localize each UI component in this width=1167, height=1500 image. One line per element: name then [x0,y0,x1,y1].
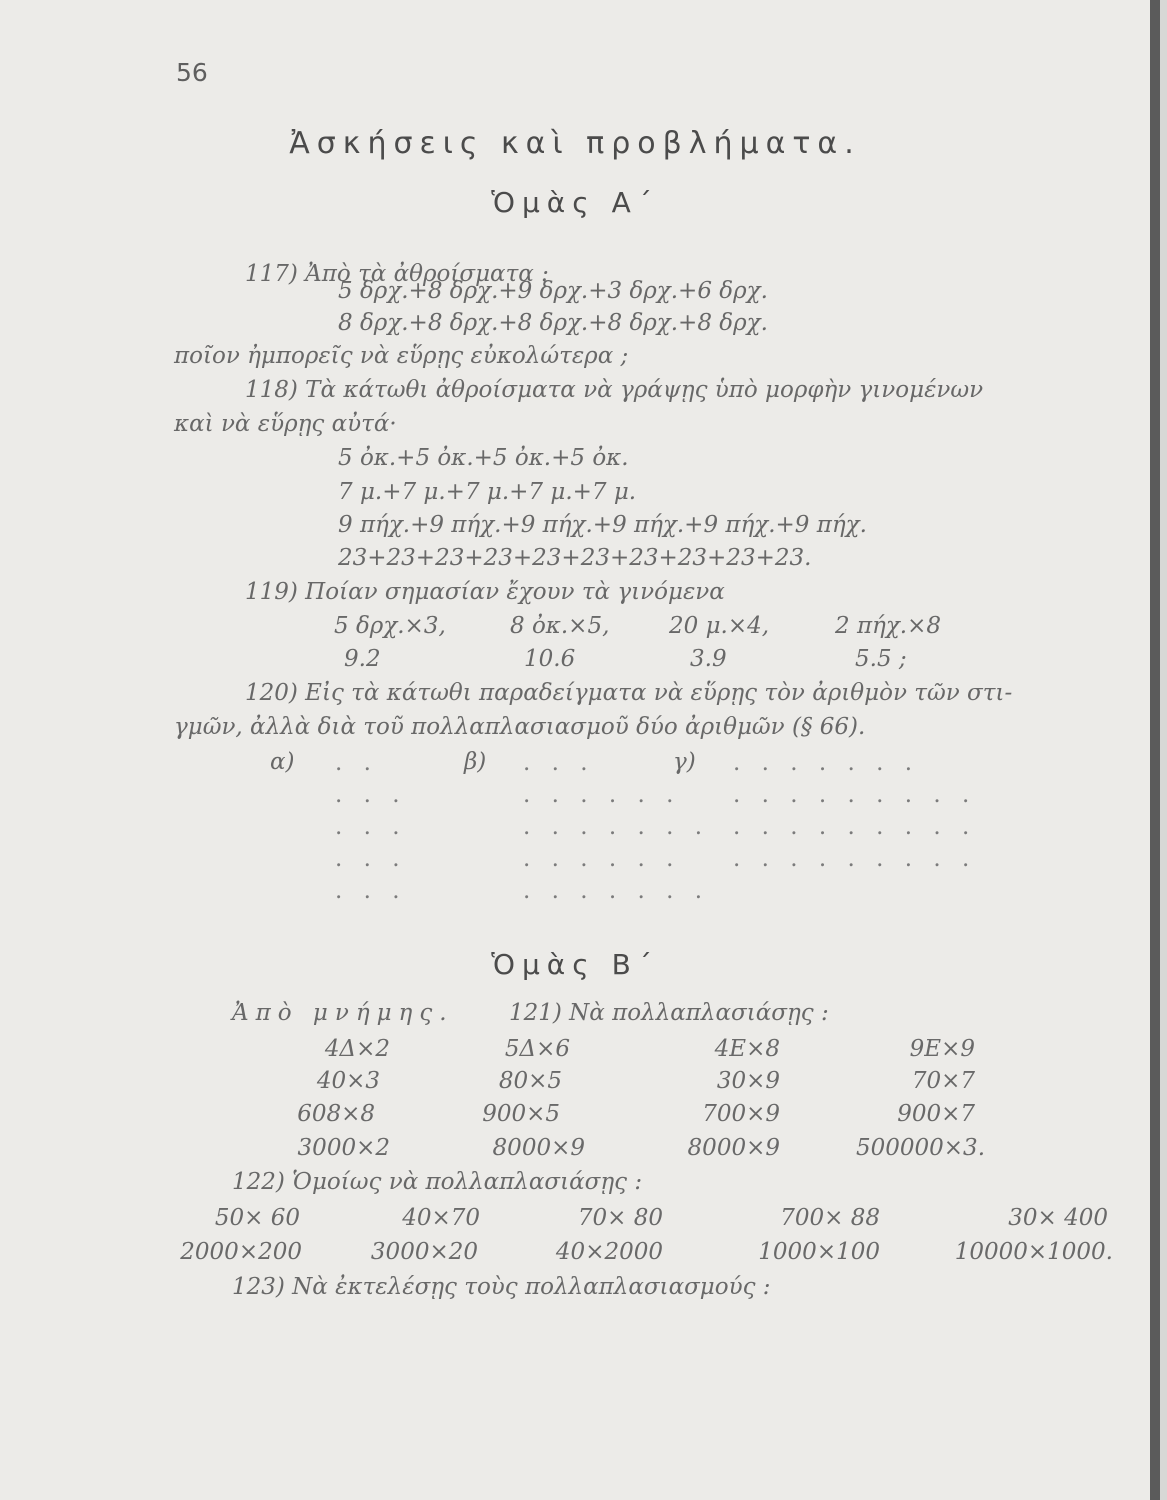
exercise-119-product-7: 3.9 [690,646,727,672]
dot-group: . . . . . . [523,782,681,808]
exercise-121-cell: 4Δ×2 [324,1036,390,1062]
exercise-118-line-2: καὶ νὰ εὕρῃς αὐτά· [174,411,397,437]
exercise-121-cell: 30×9 [716,1068,780,1094]
exercise-122-cell: 2000×200 [180,1239,302,1265]
exercise-117-line-2: 8 δρχ.+8 δρχ.+8 δρχ.+8 δρχ.+8 δρχ. [338,310,768,336]
exercise-121-cell: 9Ε×9 [909,1036,975,1062]
dot-group: . . . [523,750,595,776]
exercise-121-cell: 900×7 [897,1101,975,1127]
dot-group: . . . [335,878,407,904]
dot-group: . . . . . . . . . [733,782,977,808]
group-b-heading: Ὁμὰς Β΄ [491,948,659,981]
exercise-120-label-c: γ) [673,749,696,775]
exercise-121-cell: 70×7 [911,1068,975,1094]
dot-group: . . . . . . [523,846,681,872]
exercise-119-product-5: 9.2 [344,646,381,672]
exercise-117-question: ποῖον ἠμπορεῖς νὰ εὕρῃς εὐκολώτερα ; [174,343,629,369]
exercise-120-label-a: α) [270,749,295,775]
exercise-121-cell: 608×8 [297,1101,375,1127]
exercise-119-product-1: 5 δρχ.×3, [334,613,446,639]
exercise-123-intro: 123) Νὰ ἐκτελέσῃς τοὺς πολλαπλασιασμούς : [232,1274,771,1300]
exercise-120-line-2: γμῶν, ἀλλὰ διὰ τοῦ πολλαπλασιασμοῦ δύο ἀριθμῶν (§ 66). [174,714,866,740]
exercise-121-cell: 40×3 [316,1068,380,1094]
exercise-121-cell: 5Δ×6 [504,1036,570,1062]
page-number: 56 [176,58,208,87]
exercise-119-intro: 119) Ποίαν σημασίαν ἔχουν τὰ γινόμενα [245,579,725,605]
exercise-122-cell: 30× 400 [1008,1205,1108,1231]
exercise-121-cell: 700×9 [702,1101,780,1127]
exercise-119-product-6: 10.6 [524,646,576,672]
dot-group: . . [335,750,378,776]
exercise-122-cell: 40×2000 [555,1239,663,1265]
exercise-121-cell: 80×5 [498,1068,562,1094]
section-title: Ἀσκήσεις καὶ προβλήματα. [289,126,861,161]
exercise-118-sum-4: 23+23+23+23+23+23+23+23+23+23. [338,545,812,571]
exercise-121-cell: 3000×2 [297,1135,390,1161]
dot-group: . . . . . . . . . [733,846,977,872]
dot-group: . . . . . . . [523,878,710,904]
group-a-heading: Ὁμὰς Α΄ [491,186,659,219]
exercise-119-product-4: 2 πήχ.×8 [835,613,941,639]
exercise-122-cell: 10000×1000. [954,1239,1113,1265]
exercise-118-sum-3: 9 πήχ.+9 πήχ.+9 πήχ.+9 πήχ.+9 πήχ.+9 πήχ. [338,512,867,538]
dot-group: . . . . . . . [733,750,920,776]
exercise-122-cell: 70× 80 [577,1205,663,1231]
exercise-121-intro: 121) Νὰ πολλαπλασιάσῃς : [509,1000,829,1026]
dot-group: . . . [335,814,407,840]
exercise-119-product-8: 5.5 ; [855,646,907,672]
exercise-117-line-1: 5 δρχ.+8 δρχ.+9 δρχ.+3 δρχ.+6 δρχ. [338,278,768,304]
dot-group: . . . . . . . [523,814,710,840]
dot-group: . . . . . . . . . [733,814,977,840]
exercise-122-cell: 700× 88 [780,1205,880,1231]
exercise-120-label-b: β) [464,749,487,775]
exercise-122-intro: 122) Ὁμοίως νὰ πολλαπλασιάσῃς : [232,1169,643,1195]
exercise-122-cell: 1000×100 [758,1239,880,1265]
exercise-118-sum-1: 5 ὀκ.+5 ὀκ.+5 ὀκ.+5 ὀκ. [338,445,629,471]
exercise-120-line-1: 120) Εἰς τὰ κάτωθι παραδείγματα νὰ εὕρῃς τὸν ἀριθμὸν τῶν στι- [245,680,1013,706]
exercise-121-cell: 4Ε×8 [714,1036,780,1062]
exercise-119-product-2: 8 ὀκ.×5, [510,613,610,639]
exercise-118-sum-2: 7 μ.+7 μ.+7 μ.+7 μ.+7 μ. [338,479,637,505]
exercise-119-product-3: 20 μ.×4, [669,613,770,639]
dot-group: . . . [335,846,407,872]
exercise-122-cell: 3000×20 [370,1239,478,1265]
exercise-121-cell: 8000×9 [687,1135,780,1161]
exercise-118-line-1: 118) Τὰ κάτωθι ἀθροίσματα νὰ γράψῃς ὑπὸ μορφὴν γινομένων [245,377,984,403]
exercise-122-cell: 40×70 [402,1205,480,1231]
exercise-117-intro: 117) Ἀπὸ τὰ ἀθροίσματα : [245,261,549,287]
exercise-121-cell: 8000×9 [492,1135,585,1161]
exercise-121-memory-label: Ἀπὸ μνήμης. [232,1000,454,1026]
exercise-121-cell: 900×5 [482,1101,560,1127]
exercise-122-cell: 50× 60 [214,1205,300,1231]
exercise-121-cell: 500000×3. [855,1135,985,1161]
dot-group: . . . [335,782,407,808]
